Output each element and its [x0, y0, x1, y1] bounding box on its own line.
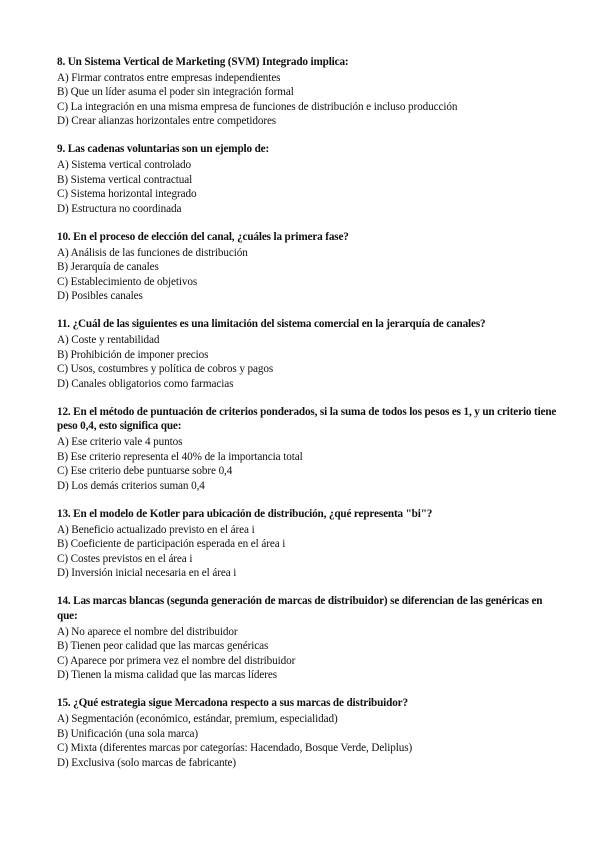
question-8 — [57, 55, 557, 129]
question-title: 8. Un Sistema Vertical de Marketing (SVM) Integrado implica: — [57, 56, 349, 68]
question-title: 12. En el método de puntuación de criterios ponderados, si la suma de todos los pesos es 1, y un criterio tiene peso 0,4, esto significa que: — [57, 405, 557, 433]
question-title: 9. Las cadenas voluntarias son un ejemplo de: — [57, 143, 270, 156]
option-b: B) Jerarquía de canales — [57, 261, 159, 274]
option-b: B) Unificación (una sola marca) — [57, 727, 199, 740]
option-a: A) No aparece el nombre del distribuidor — [57, 625, 238, 638]
question-10 — [57, 230, 557, 304]
option-d: D) Los demás criterios suman 0,4 — [57, 479, 205, 492]
question-9 — [57, 142, 557, 216]
question-title: 10. En el proceso de elección del canal, ¿cuáles la primera fase? — [57, 230, 349, 243]
option-a: A) Sistema vertical controlado — [57, 159, 192, 172]
question-13 — [57, 507, 557, 581]
option-c: C) Mixta (diferentes marcas por categorías: Hacendado, Bosque Verde, Deliplus) — [57, 742, 413, 755]
option-d: D) Tienen la misma calidad que las marcas líderes — [57, 669, 278, 682]
question-title: 14. Las marcas blancas (segunda generación de marcas de distribuidor) se diferencian de las genéricas en que: — [57, 595, 543, 622]
question-title: 11. ¿Cuál de las siguientes es una limitación del sistema comercial en la jerarquía de canales? — [57, 318, 486, 331]
option-a: A) Análisis de las funciones de distribución — [57, 246, 248, 259]
option-d: D) Posibles canales — [57, 290, 143, 303]
option-a: A) Beneficio actualizado previsto en el área i — [57, 523, 255, 536]
option-a: A) Segmentación (económico, estándar, premium, especialidad) — [57, 713, 338, 726]
document-page — [57, 55, 557, 784]
option-d: D) Crear alianzas horizontales entre competidores — [57, 115, 277, 128]
question-11 — [57, 317, 557, 391]
option-c: C) Costes previstos en el área i — [57, 552, 193, 565]
option-c: C) Ese criterio debe puntuarse sobre 0,4 — [57, 465, 233, 478]
question-14 — [57, 594, 557, 683]
option-d: D) Inversión inicial necesaria en el área i — [57, 567, 237, 580]
option-b: B) Sistema vertical contractual — [57, 173, 193, 186]
question-15 — [57, 696, 557, 770]
option-b: B) Que un líder asuma el poder sin integración formal — [57, 86, 294, 99]
option-a: A) Coste y rentabilidad — [57, 334, 160, 346]
option-b: B) Prohibición de imponer precios — [57, 348, 209, 361]
question-title: 13. En el modelo de Kotler para ubicación de distribución, ¿qué representa "bi"? — [57, 507, 433, 520]
option-c: C) Aparece por primera vez el nombre del distribuidor — [57, 654, 296, 667]
question-12 — [57, 405, 557, 494]
question-title: 15. ¿Qué estrategia sigue Mercadona respecto a sus marcas de distribuidor? — [57, 697, 408, 710]
option-a: A) Firmar contratos entre empresas independientes — [57, 71, 281, 84]
option-c: C) Sistema horizontal integrado — [57, 188, 197, 201]
option-d: D) Exclusiva (solo marcas de fabricante) — [57, 756, 236, 769]
option-b: B) Coeficiente de participación esperada en el área i — [57, 538, 286, 551]
option-b: B) Tienen peor calidad que las marcas genéricas — [57, 640, 269, 653]
option-b: B) Ese criterio representa el 40% de la importancia total — [57, 450, 303, 463]
option-c: C) Establecimiento de objetivos — [57, 275, 198, 288]
option-c: C) La integración en una misma empresa de funciones de distribución e incluso producción — [57, 100, 458, 113]
option-d: D) Canales obligatorios como farmacias — [57, 377, 234, 390]
option-a: A) Ese criterio vale 4 puntos — [57, 436, 183, 449]
option-c: C) Usos, costumbres y política de cobros y pagos — [57, 363, 274, 376]
option-d: D) Estructura no coordinada — [57, 202, 182, 215]
